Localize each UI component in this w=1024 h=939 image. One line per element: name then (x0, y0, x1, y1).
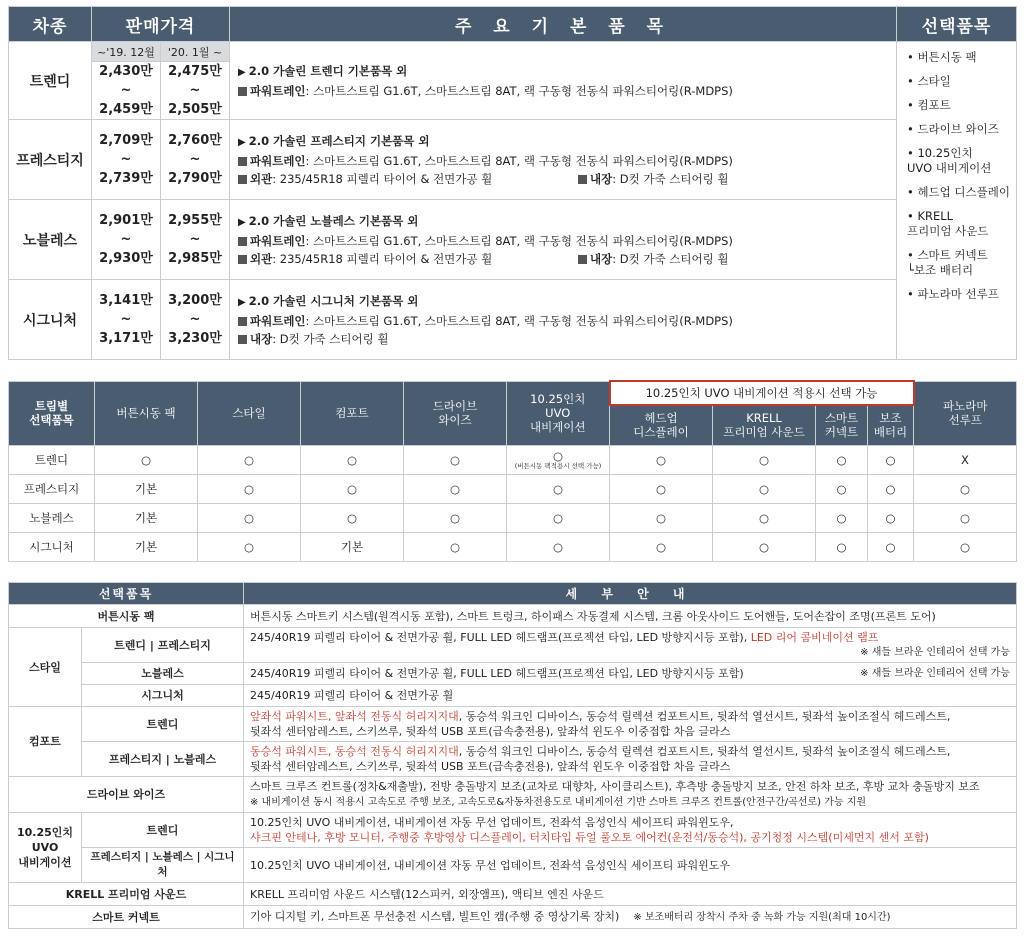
option-item: • 버튼시동 팩 (907, 50, 977, 64)
option-item: • KRELL 프리미엄 사운드 (907, 209, 989, 238)
price-new: 3,200만 ~ 3,230만 (161, 280, 230, 360)
option-trim: 프레스티지 | 노블레스 | 시그니처 (82, 848, 244, 883)
option-name: 드라이브 와이즈 (9, 777, 244, 813)
cell: ○ (198, 474, 301, 503)
option-detail: 245/40R19 피렐리 타이어 & 전면가공 휠 (244, 685, 1017, 707)
option-trim: 트렌디 | 프레스티지 (82, 628, 244, 663)
option-item: • 스타일 (907, 74, 951, 88)
cell: ○ (198, 445, 301, 474)
cell: ○ (868, 474, 914, 503)
cell: ○ (507, 532, 610, 561)
cell: ○ (버튼시동 팩적용시 선택 가능) (507, 445, 610, 474)
header-details: 세 부 안 내 (244, 583, 1017, 605)
option-detail: KRELL 프리미엄 사운드 시스템(12스피커, 외장앰프), 액티브 엔진 사운드 (244, 883, 1017, 906)
cell: ○ (610, 474, 713, 503)
cell: ○ (610, 503, 713, 532)
option-name: 컴포트 (9, 707, 82, 777)
price-old: 3,141만 ~ 3,171만 (92, 280, 161, 360)
header-col: 컴포트 (301, 381, 404, 445)
cell: 기본 (95, 532, 198, 561)
option-item: • 헤드업 디스플레이 (907, 185, 1010, 199)
cell: ○ (713, 503, 816, 532)
header-col: 보조 배터리 (868, 405, 914, 445)
header-col: 드라이브 와이즈 (404, 381, 507, 445)
cell: ○ (816, 445, 868, 474)
basic-items: ▶ 2.0 가솔린 트렌디 기본품목 외 파워트레인: 스마트스트림 G1.6T, 스마트스트림 8AT, 랙 구동형 전동식 파워스티어링(R-MDPS) (230, 42, 897, 120)
option-detail: 스마트 크루즈 컨트롤(정차&재출발), 전방 충돌방지 보조(교차로 대향차, 사이클리스트), 후측방 충돌방지 보조, 안전 하차 보조, 후방 교차 충돌방지 보조 ※ 내비게이션 동시 적용시 고속도로 주행 보조, 고속도로&자동차전용도로 내비게이션 기반 스마트 크루즈 컨트롤(안전구간/곡선로) 가능 지원 (244, 777, 1017, 813)
header-price: 판매가격 (92, 7, 230, 42)
table-row (9, 474, 1017, 503)
option-name: 스타일 (9, 628, 82, 707)
cell: ○ (914, 474, 1017, 503)
cell: ○ (816, 503, 868, 532)
price-new: 2,955만 ~ 2,985만 (161, 200, 230, 280)
header-col: 파노라마 선루프 (914, 381, 1017, 445)
option-availability-table (8, 380, 1017, 562)
trim-name: 시그니처 (9, 280, 92, 360)
row-trim: 프레스티지 (9, 474, 95, 503)
navi-group-label: 10.25인치 UVO 내비게이션 적용시 선택 가능 (610, 381, 914, 405)
cell: ○ (868, 532, 914, 561)
option-detail: 245/40R19 피렐리 타이어 & 전면가공 휠, FULL LED 헤드램프(프로젝션 타입, LED 방향지시등 포함), LED 리어 콤비네이션 램프 ※ 새들 브라운 인테리어 선택 가능 (244, 628, 1017, 663)
option-item: • 파노라마 선루프 (907, 287, 999, 301)
header-col: 헤드업 디스플레이 (610, 405, 713, 445)
option-details-table (8, 582, 1017, 929)
option-detail: 동승석 파워시트, 동승석 전동식 허리지지대, 동승석 워크인 디바이스, 동승석 릴렉션 컴포트시트, 뒷좌석 열선시트, 뒷좌석 높이조절식 헤드레스트, 뒷좌석 센터암레스트, 스키쓰루, 뒷좌석 USB 포트(급속충전용), 앞좌석 윈도우 이중접합 차음 글라스 (244, 742, 1017, 777)
price-period-new: '20. 1월 ~ (161, 42, 230, 62)
cell: ○ (507, 474, 610, 503)
option-name: 버튼시동 팩 (9, 605, 244, 628)
cell: ○ (610, 532, 713, 561)
cell: ○ (301, 445, 404, 474)
option-detail: 버튼시동 스마트키 시스템(원격시동 포함), 스마트 트렁크, 하이패스 자동결제 시스템, 크롬 아웃사이드 도어핸들, 도어손잡이 조명(프론트 도어) (244, 605, 1017, 628)
option-item: • 드라이브 와이즈 (907, 122, 999, 136)
header-col: 스타일 (198, 381, 301, 445)
cell: ○ (507, 503, 610, 532)
basic-items: ▶ 2.0 가솔린 노블레스 기본품목 외 파워트레인: 스마트스트림 G1.6T, 스마트스트림 8AT, 랙 구동형 전동식 파워스티어링(R-MDPS) 외관: 235/45R18 피렐리 타이어 & 전면가공 휠 내장: D컷 가죽 스티어링 휠 (230, 200, 897, 280)
cell: ○ (610, 445, 713, 474)
cell: ○ (868, 445, 914, 474)
price-period-old: ~'19. 12월 (92, 42, 161, 62)
price-old: 2,901만 ~ 2,930만 (92, 200, 161, 280)
trim-name: 노블레스 (9, 200, 92, 280)
cell: ○ (95, 445, 198, 474)
cell: ○ (301, 474, 404, 503)
trim-name: 트렌디 (9, 42, 92, 120)
cell: ○ (404, 445, 507, 474)
option-trim: 트렌디 (82, 813, 244, 848)
cell: ○ (816, 474, 868, 503)
row-trim: 시그니처 (9, 532, 95, 561)
row-trim: 노블레스 (9, 503, 95, 532)
header-trim-options: 트림별 선택품목 (9, 381, 95, 445)
price-table (8, 6, 1017, 360)
option-trim: 트렌디 (82, 707, 244, 742)
table-row (9, 532, 1017, 561)
option-item: • 10.25인치 UVO 내비게이션 (907, 146, 992, 175)
price-new: 2,475만 ~ 2,505만 (161, 62, 230, 120)
option-name: 10.25인치 UVO 내비게이션 (9, 813, 82, 883)
header-trim: 차종 (9, 7, 92, 42)
cell: ○ (198, 503, 301, 532)
table-row (9, 503, 1017, 532)
cell: ○ (868, 503, 914, 532)
cell: ○ (713, 532, 816, 561)
row-trim: 트렌디 (9, 445, 95, 474)
cell: 기본 (95, 474, 198, 503)
cell: ○ (713, 474, 816, 503)
cell: ○ (404, 532, 507, 561)
option-detail: 기아 디지털 키, 스마트폰 무선충전 시스템, 빌트인 캠(주행 중 영상기록 장치) ※ 보조배터리 장착시 주차 중 녹화 가능 지원(최대 10시간) (244, 906, 1017, 929)
cell: ○ (404, 474, 507, 503)
option-detail: 10.25인치 UVO 내비게이션, 내비게이션 자동 무선 업데이트, 전좌석 음성인식 세이프티 파워윈도우 (244, 848, 1017, 883)
option-detail: 10.25인치 UVO 내비게이션, 내비게이션 자동 무선 업데이트, 전좌석 음성인식 세이프티 파워윈도우, 샤크핀 안테나, 후방 모니터, 주행중 후방영상 디스플레이, 터치타입 듀얼 풀오토 에어컨(운전석/동승석), 공기청정 시스템(미세먼지 센서 포함) (244, 813, 1017, 848)
option-name: 스마트 커넥트 (9, 906, 244, 929)
option-trim: 프레스티지 | 노블레스 (82, 742, 244, 777)
option-list (897, 42, 1017, 360)
option-detail: 245/40R19 피렐리 타이어 & 전면가공 휠, FULL LED 헤드램프(프로젝션 타입, LED 방향지시등 포함) ※ 새들 브라운 인테리어 선택 가능 (244, 663, 1017, 685)
header-col: 버튼시동 팩 (95, 381, 198, 445)
cell: ○ (914, 532, 1017, 561)
trim-name: 프레스티지 (9, 120, 92, 200)
option-detail: 앞좌석 파워시트, 앞좌석 전동식 허리지지대, 동승석 워크인 디바이스, 동승석 릴렉션 컴포트시트, 뒷좌석 열선시트, 뒷좌석 높이조절식 헤드레스트, 뒷좌석 센터암레스트, 스키쓰루, 뒷좌석 USB 포트(급속충전용), 앞좌석 윈도우 이중접합 차음 글라스 (244, 707, 1017, 742)
cell: ○ (816, 532, 868, 561)
header-basic-items: 주 요 기 본 품 목 (230, 7, 897, 42)
option-trim: 시그니처 (82, 685, 244, 707)
basic-items: ▶ 2.0 가솔린 시그니처 기본품목 외 파워트레인: 스마트스트림 G1.6T, 스마트스트림 8AT, 랙 구동형 전동식 파워스티어링(R-MDPS) 내장: D컷 가죽 스티어링 휠 (230, 280, 897, 360)
option-item: • 컴포트 (907, 98, 951, 112)
header-option: 선택품목 (9, 583, 244, 605)
header-col: 10.25인치 UVO 내비게이션 (507, 381, 610, 445)
basic-items: ▶ 2.0 가솔린 프레스티지 기본품목 외 파워트레인: 스마트스트림 G1.6T, 스마트스트림 8AT, 랙 구동형 전동식 파워스티어링(R-MDPS) 외관: 235/45R18 피렐리 타이어 & 전면가공 휠 내장: D컷 가죽 스티어링 휠 (230, 120, 897, 200)
cell: ○ (713, 445, 816, 474)
cell: ○ (914, 503, 1017, 532)
option-item: • 스마트 커넥트 └보조 배터리 (907, 248, 988, 277)
cell: ○ (404, 503, 507, 532)
cell: 기본 (301, 532, 404, 561)
cell: 기본 (95, 503, 198, 532)
price-old: 2,709만 ~ 2,739만 (92, 120, 161, 200)
header-col: KRELL 프리미엄 사운드 (713, 405, 816, 445)
price-new: 2,760만 ~ 2,790만 (161, 120, 230, 200)
cell: X (914, 445, 1017, 474)
cell: ○ (301, 503, 404, 532)
option-name: KRELL 프리미엄 사운드 (9, 883, 244, 906)
option-trim: 노블레스 (82, 663, 244, 685)
header-options: 선택품목 (897, 7, 1017, 42)
header-col: 스마트 커넥트 (816, 405, 868, 445)
table-row (9, 445, 1017, 474)
price-old: 2,430만 ~ 2,459만 (92, 62, 161, 120)
cell: ○ (198, 532, 301, 561)
